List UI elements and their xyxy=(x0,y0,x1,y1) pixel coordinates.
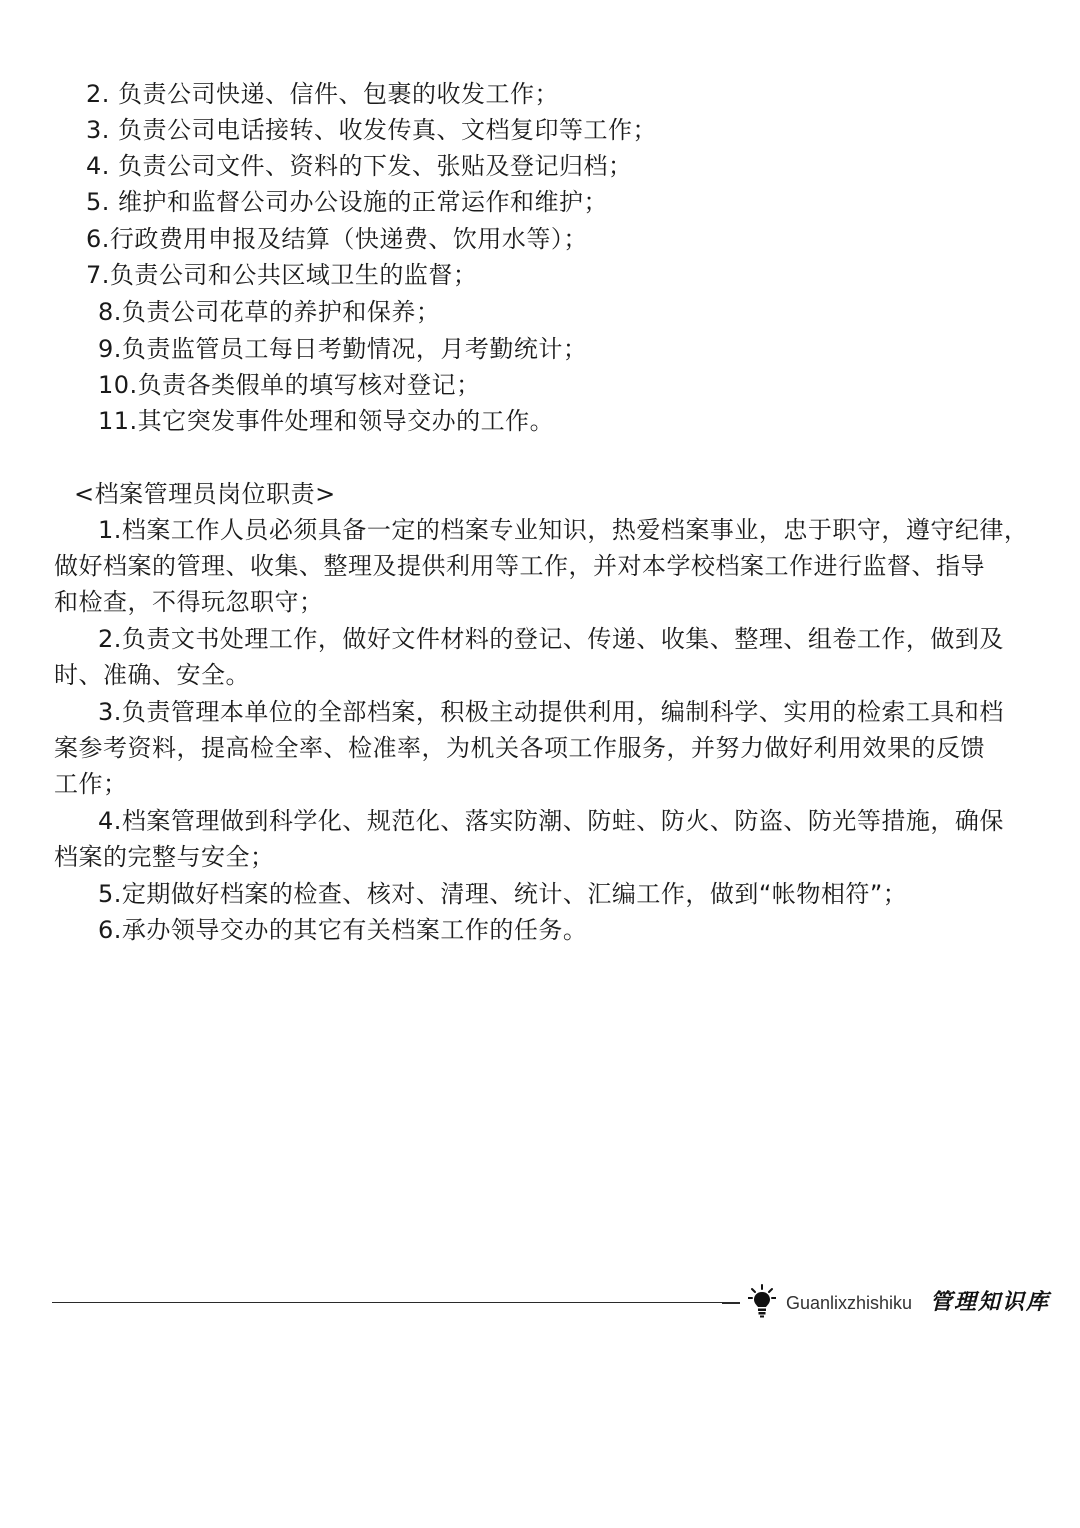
footer-divider xyxy=(52,1302,738,1303)
lightbulb-icon xyxy=(748,1284,776,1320)
list-item: 6.行政费用申报及结算（快递费、饮用水等）； xyxy=(86,225,588,253)
paragraph-line: 工作； xyxy=(54,770,128,798)
paragraph-line: 2.负责文书处理工作，做好文件材料的登记、传递、收集、整理、组卷工作，做到及 xyxy=(98,625,1004,653)
list-item: 5. 维护和监督公司办公设施的正常运作和维护； xyxy=(86,188,609,216)
list-item: 9.负责监管员工每日考勤情况，月考勤统计； xyxy=(98,335,588,363)
paragraph-line: 5.定期做好档案的检查、核对、清理、统计、汇编工作，做到“帐物相符”； xyxy=(98,880,908,908)
paragraph-line: 1.档案工作人员必须具备一定的档案专业知识，热爱档案事业，忠于职守，遵守纪律， xyxy=(98,516,1029,544)
list-item: 11.其它突发事件处理和领导交办的工作。 xyxy=(98,407,555,435)
list-item: 8.负责公司花草的养护和保养； xyxy=(98,298,441,326)
paragraph-line: 和检查，不得玩忽职守； xyxy=(54,588,324,616)
list-item: 2. 负责公司快递、信件、包裹的收发工作； xyxy=(86,80,560,108)
list-item: 4. 负责公司文件、资料的下发、张贴及登记归档； xyxy=(86,152,633,180)
paragraph-line: 4.档案管理做到科学化、规范化、落实防潮、防蛀、防火、防盗、防光等措施，确保 xyxy=(98,807,1004,835)
list-item: 7.负责公司和公共区域卫生的监督； xyxy=(86,261,478,289)
paragraph-line: 案参考资料，提高检全率、检准率，为机关各项工作服务，并努力做好利用效果的反馈 xyxy=(54,734,985,762)
footer-brand-latin: Guanlixzhishiku xyxy=(786,1293,913,1313)
list-item: 3. 负责公司电话接转、收发传真、文档复印等工作； xyxy=(86,116,658,144)
paragraph-line: 档案的完整与安全； xyxy=(54,843,275,871)
section-title: <档案管理员岗位职责> xyxy=(74,480,336,508)
footer-divider-accent xyxy=(722,1302,740,1304)
paragraph-line: 时、准确、安全。 xyxy=(54,661,250,689)
paragraph-line: 6.承办领导交办的其它有关档案工作的任务。 xyxy=(98,916,588,944)
list-item: 10.负责各类假单的填写核对登记； xyxy=(98,371,481,399)
paragraph-line: 3.负责管理本单位的全部档案，积极主动提供利用，编制科学、实用的检索工具和档 xyxy=(98,698,1004,726)
footer-brand-chinese: 管理知识库 xyxy=(930,1289,1051,1315)
paragraph-line: 做好档案的管理、收集、整理及提供利用等工作，并对本学校档案工作进行监督、指导 xyxy=(54,552,985,580)
